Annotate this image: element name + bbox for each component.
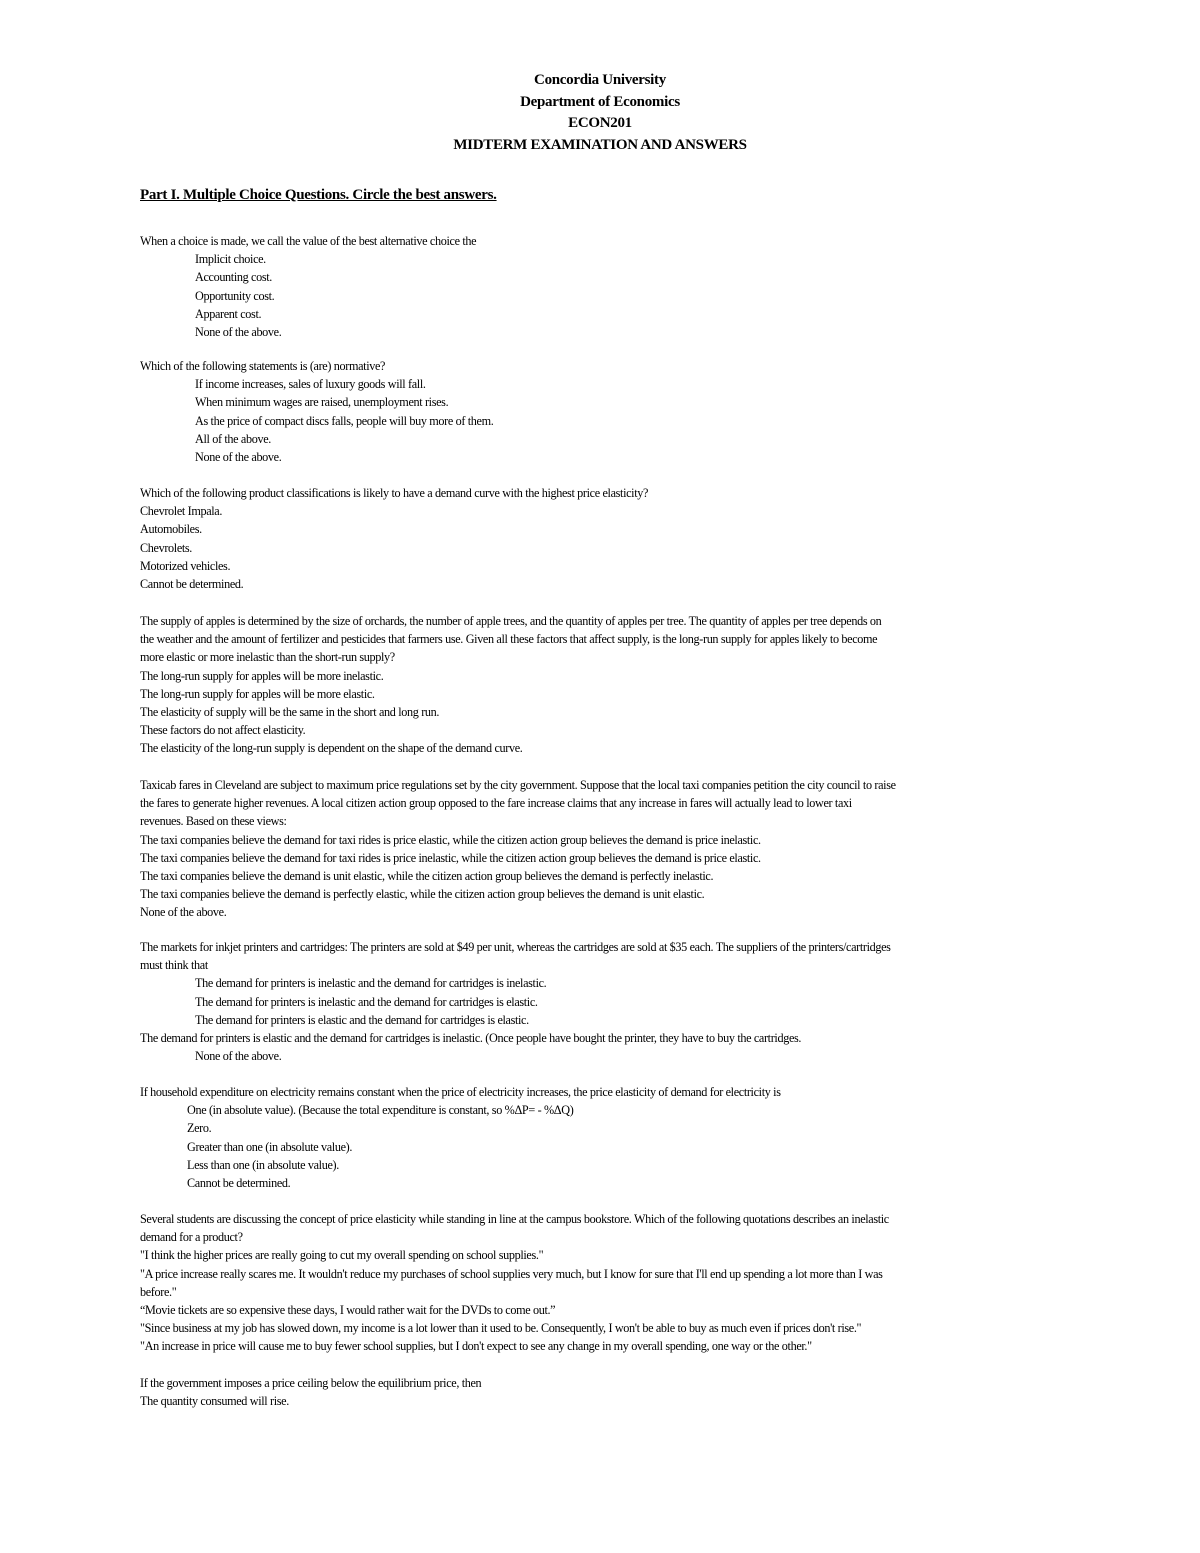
option[interactable]: If income increases, sales of luxury goods will fall. xyxy=(195,377,426,392)
question-8 xyxy=(140,1210,1060,1356)
option[interactable]: Cannot be determined. xyxy=(187,1176,291,1191)
option[interactable]: All of the above. xyxy=(195,431,271,446)
option[interactable]: None of the above. xyxy=(195,325,282,340)
option[interactable]: The taxi companies believe the demand for taxi rides is price elastic, while the citizen action group believes the demand is price inelastic. xyxy=(140,832,761,847)
option[interactable]: Motorized vehicles. xyxy=(140,558,231,573)
question-stem: revenues. Based on these views: xyxy=(140,814,287,829)
question-stem: The markets for inkjet printers and cartridges: The printers are sold at $49 per unit, whereas the cartridges are sold at $35 each. The suppliers of the printers/cartridges xyxy=(140,940,891,954)
question-stem: more elastic or more inelastic than the short-run supply? xyxy=(140,650,395,665)
option[interactable]: The demand for printers is inelastic and the demand for cartridges is inelastic. xyxy=(195,976,547,991)
option[interactable]: None of the above. xyxy=(140,905,227,920)
option[interactable]: None of the above. xyxy=(195,450,282,465)
option[interactable]: The elasticity of supply will be the same in the short and long run. xyxy=(140,705,440,720)
option[interactable]: Apparent cost. xyxy=(195,306,262,321)
question-stem: must think that xyxy=(140,958,208,973)
option[interactable]: "A price increase really scares me. It wouldn't reduce my purchases of school supplies very much, but I know for sure that I'll end up spending a lot more than I was xyxy=(140,1266,883,1281)
question-stem: If the government imposes a price ceiling below the equilibrium price, then xyxy=(140,1376,482,1390)
question-2 xyxy=(140,357,1060,466)
option[interactable]: The taxi companies believe the demand for taxi rides is price inelastic, while the citizen action group believes the demand is price elastic. xyxy=(140,850,761,865)
option[interactable]: When minimum wages are raised, unemployment rises. xyxy=(195,395,449,410)
university-name: Concordia University xyxy=(534,72,666,88)
question-stem: the fares to generate higher revenues. A local citizen action group opposed to the fare increase claims that any increase in fares will actually lead to lower taxi xyxy=(140,796,852,811)
question-stem: Several students are discussing the concept of price elasticity while standing in line at the campus bookstore. Which of the following quotations describes an inelastic xyxy=(140,1212,889,1226)
question-stem: the weather and the amount of fertilizer and pesticides that farmers use. Given all these factors that affect supply, is the long-run supply for apples likely to become xyxy=(140,632,878,647)
option-answer[interactable]: The demand for printers is elastic and the demand for cartridges is inelastic. (Once people have bought the printer, they have to buy the cartridges. xyxy=(140,1031,802,1046)
option[interactable]: Opportunity cost. xyxy=(195,288,275,303)
question-9 xyxy=(140,1374,1060,1410)
question-1 xyxy=(140,232,1060,341)
question-6 xyxy=(140,938,1060,1065)
option[interactable]: The demand for printers is elastic and the demand for cartridges is elastic. xyxy=(195,1012,529,1027)
question-stem: If household expenditure on electricity remains constant when the price of electricity increases, the price elasticity of demand for electricity is xyxy=(140,1085,781,1099)
option[interactable]: None of the above. xyxy=(195,1049,282,1064)
option[interactable]: "An increase in price will cause me to buy fewer school supplies, but I don't expect to see any change in my overall spending, one way or the other." xyxy=(140,1339,812,1354)
question-stem: When a choice is made, we call the value of the best alternative choice the xyxy=(140,234,477,248)
question-stem: Which of the following statements is (are) normative? xyxy=(140,359,386,373)
exam-title: MIDTERM EXAMINATION AND ANSWERS xyxy=(453,136,747,153)
option-answer[interactable]: One (in absolute value). (Because the total expenditure is constant, so %ΔP= - %ΔQ) xyxy=(187,1103,574,1118)
option[interactable]: The long-run supply for apples will be more inelastic. xyxy=(140,668,384,683)
option[interactable]: Automobiles. xyxy=(140,522,202,537)
option[interactable]: Chevrolets. xyxy=(140,540,192,555)
option[interactable]: These factors do not affect elasticity. xyxy=(140,723,306,738)
option[interactable]: Implicit choice. xyxy=(195,252,266,267)
question-stem: Which of the following product classifications is likely to have a demand curve with the highest price elasticity? xyxy=(140,486,649,500)
option[interactable]: The demand for printers is inelastic and the demand for cartridges is elastic. xyxy=(195,994,538,1009)
part-title: Part I. Multiple Choice Questions. Circle the best answers. xyxy=(140,187,497,203)
option[interactable]: The long-run supply for apples will be more elastic. xyxy=(140,686,375,701)
option[interactable]: "Since business at my job has slowed down, my income is a lot lower than it used to be. Consequently, I won't be able to buy as much even if prices don't rise." xyxy=(140,1321,862,1336)
question-3 xyxy=(140,484,1060,593)
option[interactable]: Cannot be determined. xyxy=(140,577,244,592)
option[interactable]: As the price of compact discs falls, people will buy more of them. xyxy=(195,413,494,428)
option[interactable]: “Movie tickets are so expensive these days, I would rather wait for the DVDs to come out.” xyxy=(140,1303,556,1318)
option[interactable]: Zero. xyxy=(187,1121,212,1136)
option[interactable]: The taxi companies believe the demand is unit elastic, while the citizen action group believes the demand is perfectly inelastic. xyxy=(140,869,714,884)
option[interactable]: "I think the higher prices are really going to cut my overall spending on school supplies." xyxy=(140,1248,544,1263)
question-stem: The supply of apples is determined by the size of orchards, the number of apple trees, and the quantity of apples per tree. The quantity of apples per tree depends on xyxy=(140,614,882,628)
option-continuation: before." xyxy=(140,1284,177,1299)
question-4 xyxy=(140,612,1060,758)
department-name: Department of Economics xyxy=(520,93,680,110)
option[interactable]: Greater than one (in absolute value). xyxy=(187,1139,353,1154)
question-stem: Taxicab fares in Cleveland are subject to maximum price regulations set by the city government. Suppose that the local taxi companies petition the city council to raise xyxy=(140,778,896,792)
option[interactable]: The taxi companies believe the demand is perfectly elastic, while the citizen action group believes the demand is unit elastic. xyxy=(140,887,705,902)
option[interactable]: Accounting cost. xyxy=(195,270,272,285)
option[interactable]: Chevrolet Impala. xyxy=(140,504,223,519)
option[interactable]: Less than one (in absolute value). xyxy=(187,1157,339,1172)
question-7 xyxy=(140,1083,1060,1192)
option[interactable]: The elasticity of the long-run supply is dependent on the shape of the demand curve. xyxy=(140,741,523,756)
question-5 xyxy=(140,776,1060,922)
course-code: ECON201 xyxy=(568,115,632,131)
question-stem: demand for a product? xyxy=(140,1230,243,1245)
document-header xyxy=(0,70,1200,156)
option[interactable]: The quantity consumed will rise. xyxy=(140,1394,289,1409)
